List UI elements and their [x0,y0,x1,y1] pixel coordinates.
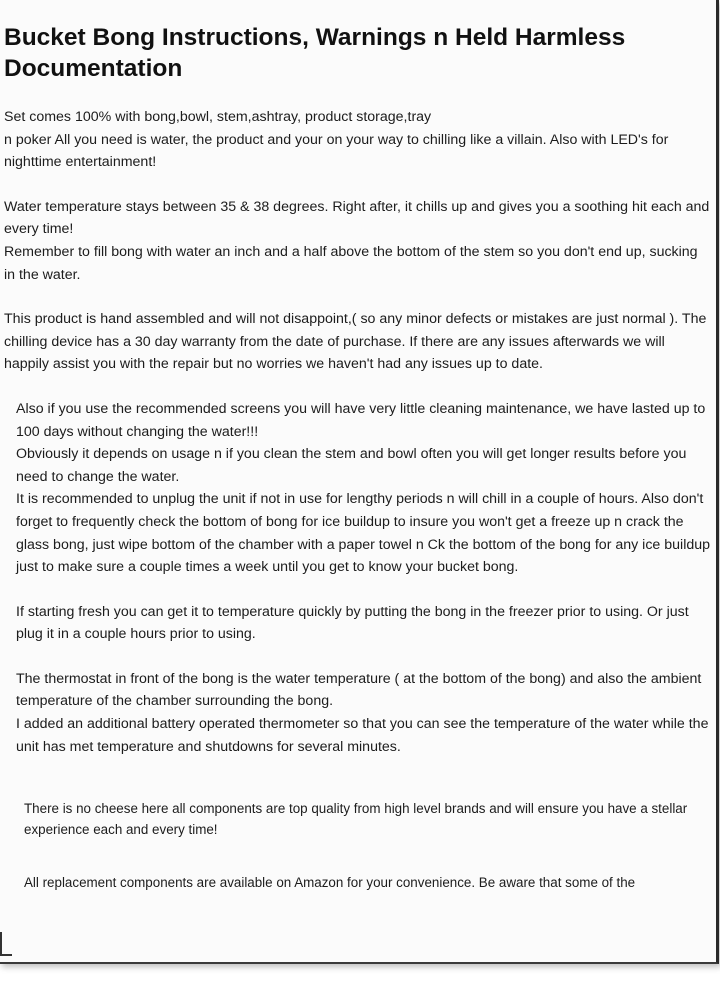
paragraph-line: Also if you use the recommended screens you will have very little cleaning maintenance, we have lasted up to 100 days without changing the water!!! [16,400,706,440]
paragraph-maintenance [16,398,712,579]
paragraph-line: Water temperature stays between 35 & 38 degrees. Right after, it chills up and gives you a soothing hit each and every time! [4,198,710,238]
document-body [4,106,712,893]
document-title: Bucket Bong Instructions, Warnings n Held Harmless Documentation [4,24,626,82]
paragraph-line: n poker All you need is water, the product and your on your way to chilling like a villain. Also with LED's for nighttime entertainment! [4,131,669,171]
paragraph-line: Remember to fill bong with water an inch and a half above the bottom of the stem so you don't end up, sucking in the water. [4,243,698,283]
paragraph-line: need to change the water. [16,468,180,485]
paragraph-thermostat [16,668,712,758]
paragraph-temperature [4,196,712,286]
paragraph-replacement: All replacement components are available on Amazon for your convenience. Be aware that some of the [24,875,636,891]
paragraph-contents [4,106,712,174]
document-content [4,22,712,893]
page-corner-mark [0,932,12,956]
paragraph-line: This product is hand assembled and will not disappoint,( so any minor defects or mistakes are just normal ). The chilling device has a 30 day warranty from the date of purchase. If there are any issues afterwards we will happily assist you with the repair but no worries we haven't had any issues up to date. [4,311,707,373]
paragraph-line: The thermostat in front of the bong is the water temperature ( at the bottom of the bong) and also the ambient temperature of the chamber surrounding the bong. [16,670,702,710]
paragraph-line: It is recommended to unplug the unit if not in use for lengthy periods n will chill in a couple of hours. Also don't forget to frequently check the bottom of bong for ice buildup to insure you won't get a freeze up n crack the glass bong, just wipe bottom of the chamber with a paper towel n Ck the bottom of the bong for any ice buildup just to make sure a couple times a week until you get to know your bucket bong. [16,491,711,576]
paragraph-quality: There is no cheese here all components are top quality from high level brands and will ensure you have a stellar experience each and every time! [24,801,688,838]
paragraph-starting [16,601,712,646]
paragraph-line: Obviously it depends on usage n if you clean the stem and bowl often you will get longer results before you [16,446,687,463]
paragraph-line: Set comes 100% with bong,bowl, stem,ashtray, product storage,tray [4,109,432,125]
paragraph-warranty [4,308,712,376]
lower-section [24,798,712,893]
paragraph-line: I added an additional battery operated thermometer so that you can see the temperature of the water while the unit has met temperature and shutdowns for several minutes. [16,716,709,755]
paragraph-line: If starting fresh you can get it to temperature quickly by putting the bong in the freezer prior to using. Or just plug it in a couple hours prior to using. [16,603,689,643]
